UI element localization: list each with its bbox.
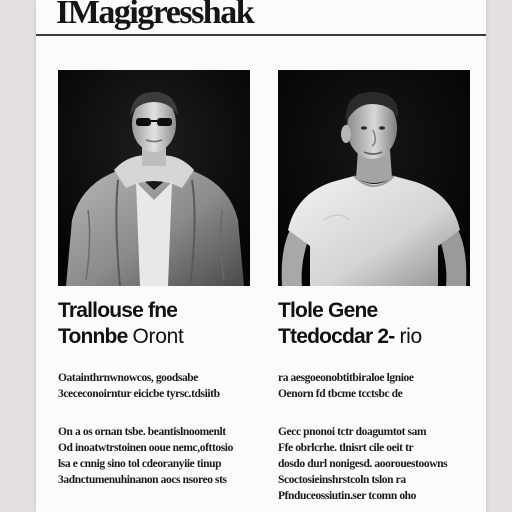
- text-line: On a os ornan tsbe. beantislnoomenlt: [58, 426, 226, 438]
- text-line: 3adnctumenuhinanon aocs nsoreo sts: [58, 474, 227, 486]
- text-line: Scoctosieinshrstcoln tslon ra: [278, 474, 406, 486]
- text-line: 3cececonoirntur eicicbe tyrsc.tdsiitb: [58, 388, 220, 400]
- text-line: Oatainthrnwnowcos, goodsabe: [58, 372, 198, 384]
- article-photo-left: [58, 70, 250, 286]
- article-paragraph: [278, 370, 470, 402]
- article-right: [278, 70, 470, 504]
- article-paragraph: [58, 424, 250, 488]
- headline-line-2-tail: rio: [399, 325, 422, 348]
- newspaper-page: [36, 0, 486, 512]
- article-photo-right: [278, 70, 470, 286]
- portrait-sunglasses-man: [58, 70, 250, 286]
- headline-line-2-main: Ttedocdar 2-: [278, 325, 395, 348]
- masthead-title: IMagigresshak: [56, 0, 254, 31]
- headline-line-1: Trallouse fne: [58, 299, 178, 322]
- text-line: ra aesgoeonobtitbiraloe lgnioe: [278, 372, 414, 384]
- article-paragraph: [278, 424, 470, 504]
- text-line: lsa e cnnig sino tol cdeoranyiie tinup: [58, 458, 222, 470]
- headline-line-2-tail: Oront: [132, 325, 184, 348]
- text-line: Oenorn fd tbcme tcctsbc de: [278, 388, 403, 400]
- portrait-tshirt-man: [278, 70, 470, 286]
- article-paragraph: [58, 370, 250, 402]
- article-left: [58, 70, 250, 488]
- text-line: Pfnduceossiutin.ser tcomn oho: [278, 490, 417, 502]
- masthead: [36, 0, 486, 36]
- article-headline-left[interactable]: [58, 298, 250, 350]
- text-line: dosdo durl nonigesd. aoorouestoowns: [278, 458, 448, 470]
- headline-line-1: Tlole Gene: [278, 299, 378, 322]
- headline-line-2-main: Tonnbe: [58, 325, 128, 348]
- text-line: Ffe obrlcrhe. tlnisrt cile oeit tr: [278, 442, 414, 454]
- text-line: Gecc pnonoi tctr doagumtot sam: [278, 426, 427, 438]
- text-line: Od inoatwtrstoinen ooue nemc,ofttosio: [58, 442, 233, 454]
- article-headline-right[interactable]: [278, 298, 470, 350]
